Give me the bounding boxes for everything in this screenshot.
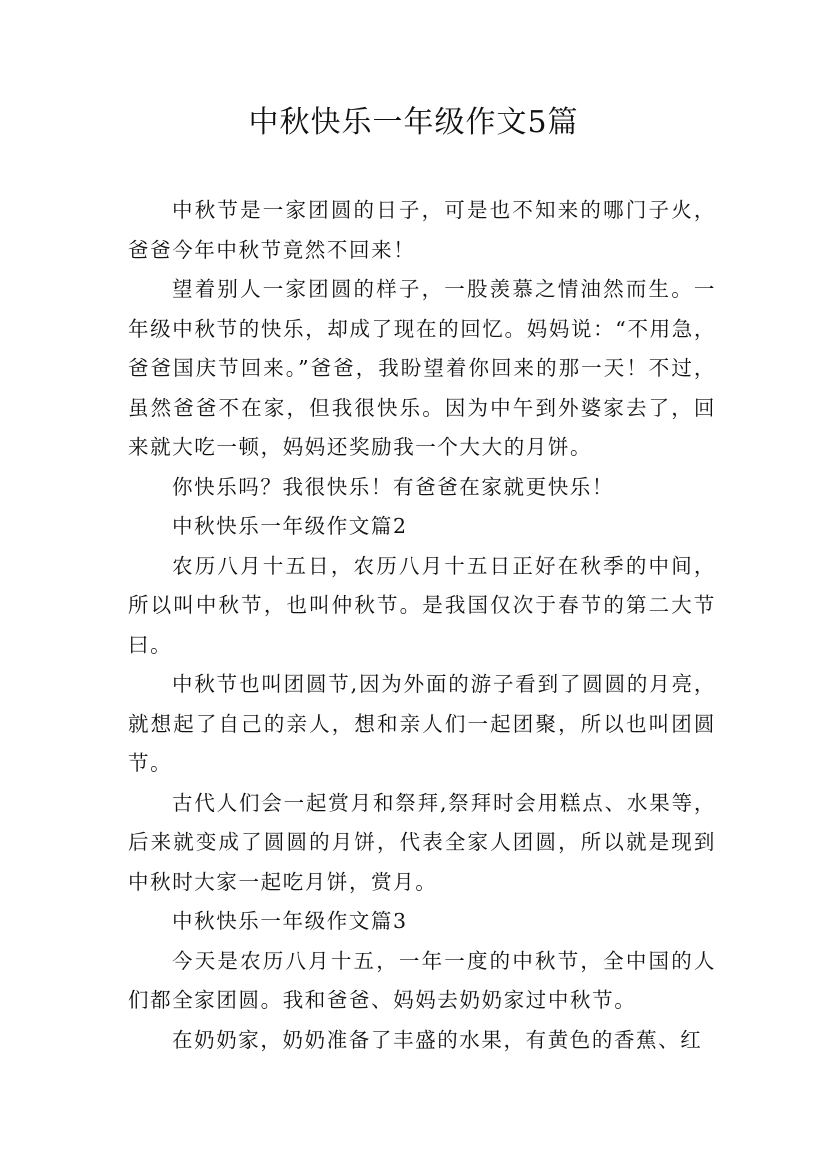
paragraph-7: 古代人们会一起赏月和祭拜,祭拜时会用糕点、水果等，后来就变成了圆圆的月饼，代表全家人团圆，所以就是现到中秋时大家一起吃月饼，赏月。 xyxy=(128,790,716,894)
paragraph-5: 农历八月十五日，农历八月十五日正好在秋季的中间，所以叫中秋节，也叫仲秋节。是我国仅次于春节的第二大节曰。 xyxy=(128,553,716,657)
section-heading-3: 中秋快乐一年级作文篇3 xyxy=(172,909,408,933)
paragraph-3: 你快乐吗？我很快乐！有爸爸在家就更快乐！ xyxy=(172,474,614,499)
document-title: 中秋快乐一年级作文5篇 xyxy=(248,105,579,140)
document-body xyxy=(128,191,716,1060)
paragraph-1: 中秋节是一家团圆的日子，可是也不知来的哪门子火，爸爸今年中秋节竟然不回来！ xyxy=(128,198,716,262)
paragraph-9: 今天是农历八月十五，一年一度的中秋节，全中国的人们都全家团圆。我和爸爸、妈妈去奶奶家过中秋节。 xyxy=(128,948,716,1012)
paragraph-6: 中秋节也叫团圆节,因为外面的游子看到了圆圆的月亮，就想起了自己的亲人，想和亲人们一起团聚，所以也叫团圆节。 xyxy=(128,672,716,775)
section-heading-2: 中秋快乐一年级作文篇2 xyxy=(172,514,408,538)
paragraph-2: 望着别人一家团圆的样子，一股羡慕之情油然而生。一年级中秋节的快乐，却成了现在的回忆。妈妈说：“不用急，爸爸国庆节回来。”爸爸，我盼望着你回来的那一天！不过，虽然爸爸不在家，但我很快乐。因为中午到外婆家去了，回来就大吃一顿，妈妈还奖励我一个大大的月饼。 xyxy=(128,277,716,459)
paragraph-10: 在奶奶家，奶奶准备了丰盛的水果，有黄色的香蕉、红 xyxy=(172,1027,703,1052)
